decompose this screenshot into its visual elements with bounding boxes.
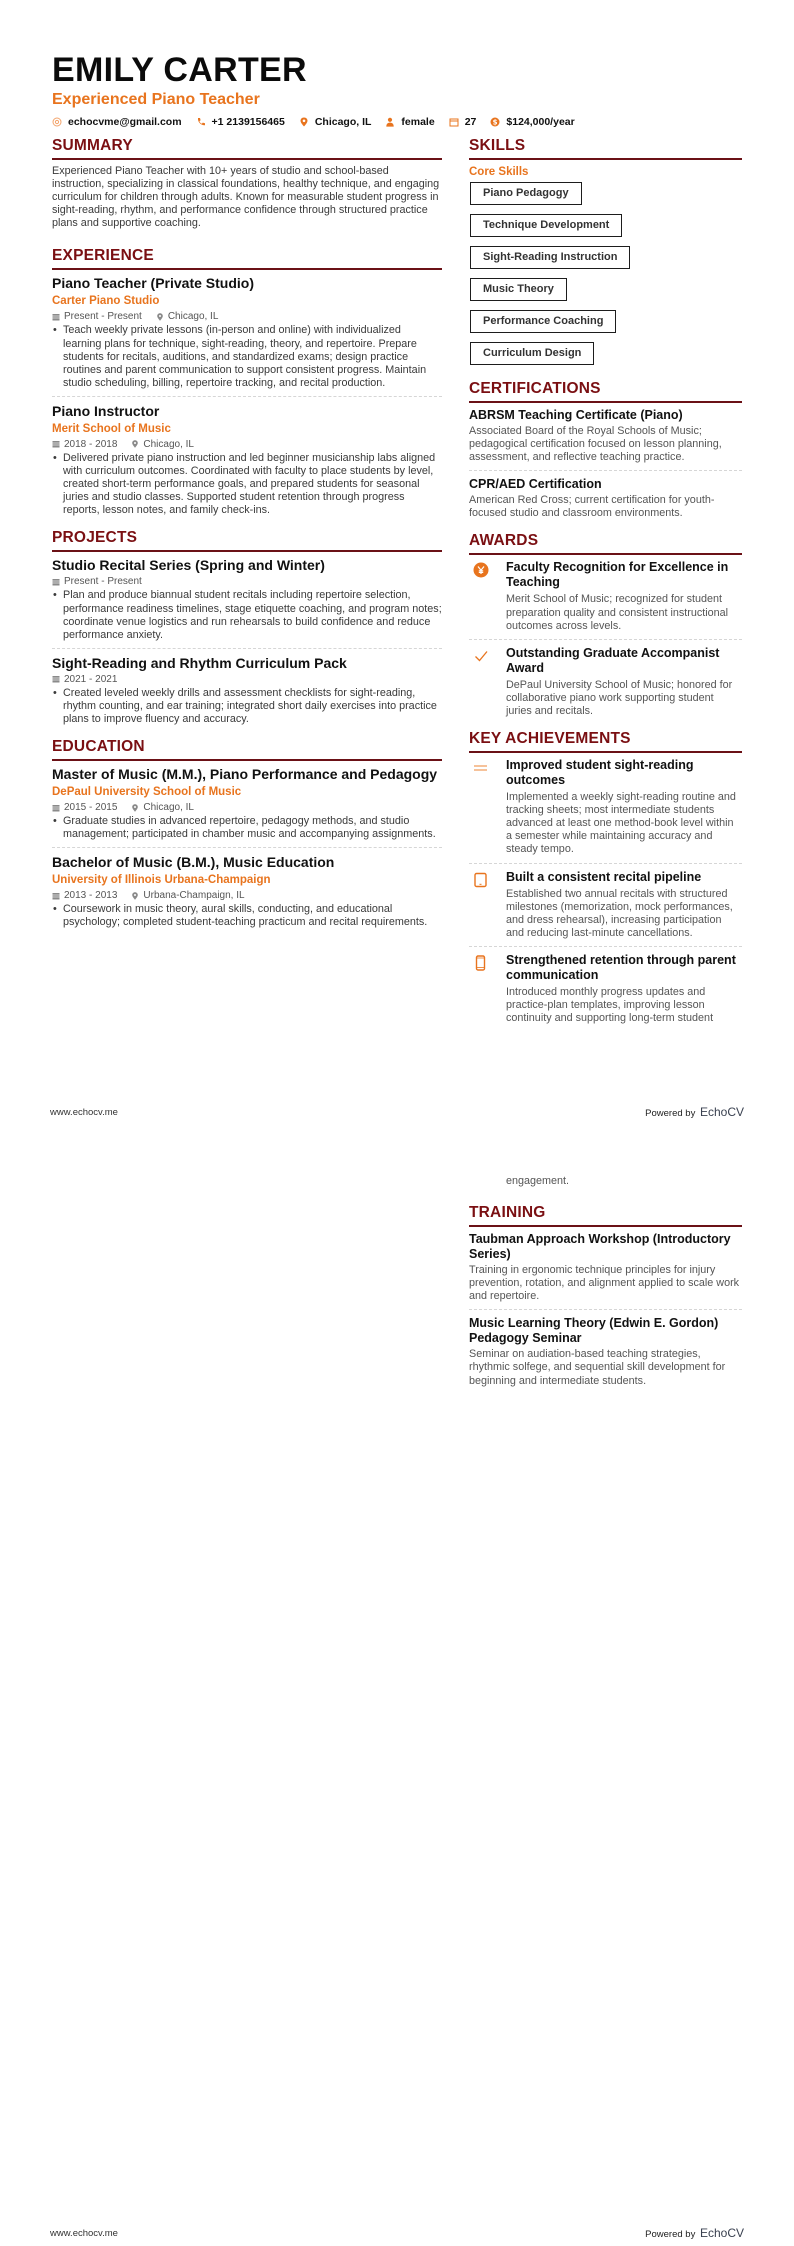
education-heading: EDUCATION [52, 738, 442, 761]
job-title: Piano Instructor [52, 402, 160, 419]
candidate-role: Experienced Piano Teacher [52, 91, 260, 108]
education-section [52, 738, 442, 935]
project-title: Sight-Reading and Rhythm Curriculum Pack [52, 654, 347, 671]
left-column [52, 137, 442, 941]
location-pin-icon [131, 892, 139, 900]
achievement-title: Built a consistent recital pipeline [506, 869, 702, 884]
brand-logo[interactable]: EchoCV [699, 2226, 744, 2240]
job-title: Piano Teacher (Private Studio) [52, 275, 255, 292]
skills-section [469, 137, 742, 374]
contact-phone[interactable] [196, 116, 285, 128]
project-entry [52, 655, 442, 732]
certifications-heading: CERTIFICATIONS [469, 380, 742, 403]
resume-page-2 [0, 1123, 794, 2246]
training-title: Music Learning Theory (Edwin E. Gordon) Pedagogy Seminar [469, 1316, 719, 1346]
footer-powered-by [645, 1105, 744, 1119]
svg-text:$: $ [492, 118, 498, 127]
date-range: 2021 - 2021 [64, 673, 118, 685]
project-title: Studio Recital Series (Spring and Winter) [52, 557, 325, 574]
bullet-text: Graduate studies in advanced repertoire, pedagogy methods, and studio management; participated in chamber music and accompanying assignments. [63, 815, 436, 841]
achievement-desc: Established two annual recitals with structured milestones (memorization, mock performances, and dress rehearsal), increasing participation and reducing last-minute cancellations. [506, 887, 733, 939]
achievement-title: Improved student sight-reading outcomes [506, 758, 694, 788]
award-desc: Merit School of Music; recognized for student preparation quality and consistent instructional outcomes across levels. [506, 593, 729, 632]
achievement-entry [469, 758, 742, 863]
school-name: University of Illinois Urbana-Champaign [52, 874, 271, 887]
skill-chip: Technique Development [470, 214, 622, 237]
experience-entry [52, 275, 442, 396]
right-column-continued [469, 1175, 742, 1400]
date-range: 2018 - 2018 [64, 438, 118, 450]
calendar-icon [52, 578, 60, 586]
contact-age [449, 116, 477, 128]
summary-text: Experienced Piano Teacher with 10+ years of studio and school-based instruction, specializing in classical foundations, healthy technique, and engaging curriculum for children through adults. Known for measurable student progress in sight-reading, rhythm, and performance confidence through structured practice plans and supportive coaching. [52, 165, 440, 230]
location-pin-icon [131, 804, 139, 812]
certifications-section [469, 380, 742, 526]
calendar-icon [52, 892, 60, 900]
calendar-icon [52, 440, 60, 448]
award-desc: DePaul University School of Music; honored for collaborative piano work supporting student juries and recitals. [506, 678, 733, 717]
bullet-item: • Delivered private piano instruction and led beginner musicianship labs aligned with curriculum outcomes. Coordinated with faculty to place students by level, created short-term performance goals, and prepared students for seasonal juries and studio classes. Supported student retention through progress reports, lesson notes, and family check-ins. [52, 452, 442, 517]
footer-website-link[interactable]: www.echocv.me [50, 1106, 118, 1118]
summary-section [52, 137, 442, 230]
dollar-icon [490, 117, 500, 127]
at-icon [52, 117, 62, 127]
education-entry [52, 766, 442, 848]
footer-website-link[interactable]: www.echocv.me [50, 2227, 118, 2239]
contact-salary [490, 116, 574, 128]
bullet-text: Coursework in music theory, aural skills, conducting, and educational psychology; completed student-teaching practicum and recital requirements. [63, 903, 428, 929]
entry-meta [52, 310, 442, 323]
page-footer [50, 1105, 744, 1119]
achievement-desc-continued: engagement. [506, 1175, 570, 1187]
skill-chip: Performance Coaching [470, 310, 616, 333]
training-entry [469, 1232, 742, 1310]
experience-heading: EXPERIENCE [52, 247, 442, 270]
bullet-item: • Plan and produce biannual student recitals including repertoire selection, performance readiness timelines, stage etiquette coaching, and program notes; coordinate venue logistics and run rehearsals to build confidence and reduce performance anxiety. [53, 589, 442, 641]
bullet-text: Plan and produce biannual student recitals including repertoire selection, performance readiness timelines, stage etiquette coaching, and program notes; coordinate venue logistics and run rehearsals to build confidence and reduce performance anxiety. [63, 589, 442, 641]
contact-age-value: 27 [464, 116, 477, 128]
projects-section [52, 529, 442, 732]
achievement-desc: Implemented a weekly sight-reading routine and tracking sheets; most intermediate students advanced at least one method-book level within a semester while maintaining accuracy and steady tempo. [506, 791, 736, 856]
entry-meta [52, 801, 442, 814]
experience-section [52, 247, 442, 523]
date-range: 2013 - 2013 [64, 890, 118, 902]
school-name: DePaul University School of Music [52, 786, 242, 799]
bullet-text: Teach weekly private lessons (in-person and online) with individualized learning plans for technique, sight-reading, theory, and repertoire. Prepare students for recitals, auditions, and standardized exams; design practice routines and parent communication to support consistent progress. Maintain studio scheduling, billing, repertoire tracking, and recital production. [63, 324, 427, 389]
powered-by-label: Powered by [645, 2229, 696, 2240]
contact-bar [52, 116, 752, 128]
skills-heading: SKILLS [469, 137, 742, 160]
date-range: 2015 - 2015 [64, 802, 118, 814]
footer-powered-by [645, 2226, 744, 2240]
contact-location-value: Chicago, IL [314, 116, 372, 128]
achievements-heading: KEY ACHIEVEMENTS [469, 730, 742, 753]
calendar-icon [52, 675, 60, 683]
equals-lines-icon [473, 760, 489, 776]
location: Chicago, IL [143, 438, 194, 450]
project-entry [52, 557, 442, 648]
contact-salary-value: $124,000/year [506, 116, 575, 128]
person-icon [385, 117, 395, 127]
achievement-desc: Introduced monthly progress updates and practice-plan templates, improving lesson continuity and supporting long-term student [506, 985, 714, 1025]
right-column [469, 137, 742, 1037]
location: Urbana-Champaign, IL [143, 890, 245, 902]
location-pin-icon [299, 117, 309, 127]
skills-group-title: Core Skills [469, 166, 529, 178]
award-entry [469, 646, 742, 724]
achievements-section [469, 730, 742, 1031]
certification-title: CPR/AED Certification [469, 477, 602, 492]
projects-heading: PROJECTS [52, 529, 442, 552]
calendar-icon [52, 804, 60, 812]
award-entry [469, 560, 742, 639]
certification-desc: Associated Board of the Royal Schools of Music; pedagogical certification focused on lesson planning, assessment, and reflective teaching practice. [469, 425, 722, 464]
skill-chip: Music Theory [470, 278, 567, 301]
location: Chicago, IL [143, 802, 194, 814]
contact-location [299, 116, 372, 128]
entry-meta [52, 438, 442, 451]
degree-title: Master of Music (M.M.), Piano Performance and Pedagogy [52, 766, 438, 783]
awards-heading: AWARDS [469, 532, 742, 555]
experience-entry [52, 403, 442, 523]
contact-email-value: echocvme@gmail.com [68, 116, 182, 128]
training-desc: Training in ergonomic technique principles for injury prevention, rotation, and alignment applied to scale work and repertoire. [469, 1264, 740, 1303]
award-title: Outstanding Graduate Accompanist Award [506, 645, 720, 675]
bullet-text: Delivered private piano instruction and led beginner musicianship labs aligned with curriculum outcomes. Coordinated with faculty to place students by level, created short-term performance goals, and prepared students for seasonal juries and studio classes. Supported student retention through progress reports, lesson notes, and family check-ins. [63, 451, 436, 517]
phone-device-icon [473, 955, 489, 971]
powered-by-label: Powered by [645, 1108, 696, 1119]
education-entry [52, 854, 442, 935]
company-name: Carter Piano Studio [52, 295, 160, 308]
certification-desc: American Red Cross; current certification for youth-focused studio and classroom environments. [469, 494, 715, 520]
tablet-icon [473, 872, 489, 888]
location-pin-icon [131, 440, 139, 448]
brand-logo[interactable]: EchoCV [699, 1105, 744, 1119]
candidate-name: EMILY CARTER [52, 51, 307, 89]
certification-entry [469, 477, 742, 526]
bullet-text: Created leveled weekly drills and assessment checklists for sight-reading, rhythm counting, and ear training; integrated short daily exercises into practice plans to improve fluency and accuracy. [63, 686, 437, 725]
entry-meta [52, 889, 442, 902]
skill-chip: Piano Pedagogy [470, 182, 582, 205]
calendar-icon [52, 313, 60, 321]
training-heading: TRAINING [469, 1204, 742, 1227]
company-name: Merit School of Music [52, 422, 171, 435]
calendar-icon [449, 117, 459, 127]
contact-phone-value: +1 2139156465 [211, 116, 285, 128]
contact-gender-value: female [401, 116, 435, 128]
contact-gender [385, 116, 434, 128]
resume-header [52, 52, 752, 128]
location-pin-icon [156, 313, 164, 321]
awards-section [469, 532, 742, 724]
training-section [469, 1204, 742, 1394]
skills-list [469, 182, 742, 374]
date-range: Present - Present [64, 576, 142, 588]
entry-meta [52, 673, 442, 686]
bullet-item: • Teach weekly private lessons (in-person and online) with individualized learning plans for technique, sight-reading, theory, and repertoire. Prepare students for recitals, auditions, and standardized exams; design practice routines and parent communication to support consistent progress. Maintain studio scheduling, billing, repertoire tracking, and recital production. [52, 324, 442, 389]
phone-icon [196, 117, 206, 127]
location: Chicago, IL [167, 311, 219, 323]
certification-entry [469, 408, 742, 471]
training-desc: Seminar on audiation-based teaching strategies, rhythmic solfege, and sequential skill development for beginning and intermediate students. [469, 1348, 726, 1387]
certification-title: ABRSM Teaching Certificate (Piano) [469, 408, 683, 422]
summary-heading: SUMMARY [52, 137, 442, 160]
bullet-item: • Coursework in music theory, aural skills, conducting, and educational psychology; completed student-teaching practicum and recital requirements. [52, 903, 442, 929]
achievement-continuation [469, 1175, 742, 1188]
achievement-title: Strengthened retention through parent communication [506, 952, 736, 982]
contact-email[interactable] [52, 116, 182, 128]
bullet-item: • Graduate studies in advanced repertoire, pedagogy methods, and studio management; participated in chamber music and accompanying assignments. [52, 815, 442, 841]
training-title: Taubman Approach Workshop (Introductory Series) [469, 1232, 731, 1262]
degree-title: Bachelor of Music (B.M.), Music Education [52, 854, 335, 871]
skill-chip: Sight-Reading Instruction [470, 246, 630, 269]
award-title: Faculty Recognition for Excellence in Teaching [506, 560, 729, 590]
achievement-entry [469, 953, 742, 1031]
skill-chip: Curriculum Design [470, 342, 594, 365]
training-entry [469, 1316, 742, 1393]
page-footer [50, 2226, 744, 2240]
yen-coin-icon [473, 562, 489, 578]
bullet-item: • Created leveled weekly drills and assessment checklists for sight-reading, rhythm counting, and ear training; integrated short daily exercises into practice plans to improve fluency and accuracy. [52, 687, 442, 726]
entry-meta [52, 575, 442, 588]
date-range: Present - Present [64, 311, 142, 323]
achievement-entry [469, 870, 742, 947]
check-icon [473, 648, 489, 664]
